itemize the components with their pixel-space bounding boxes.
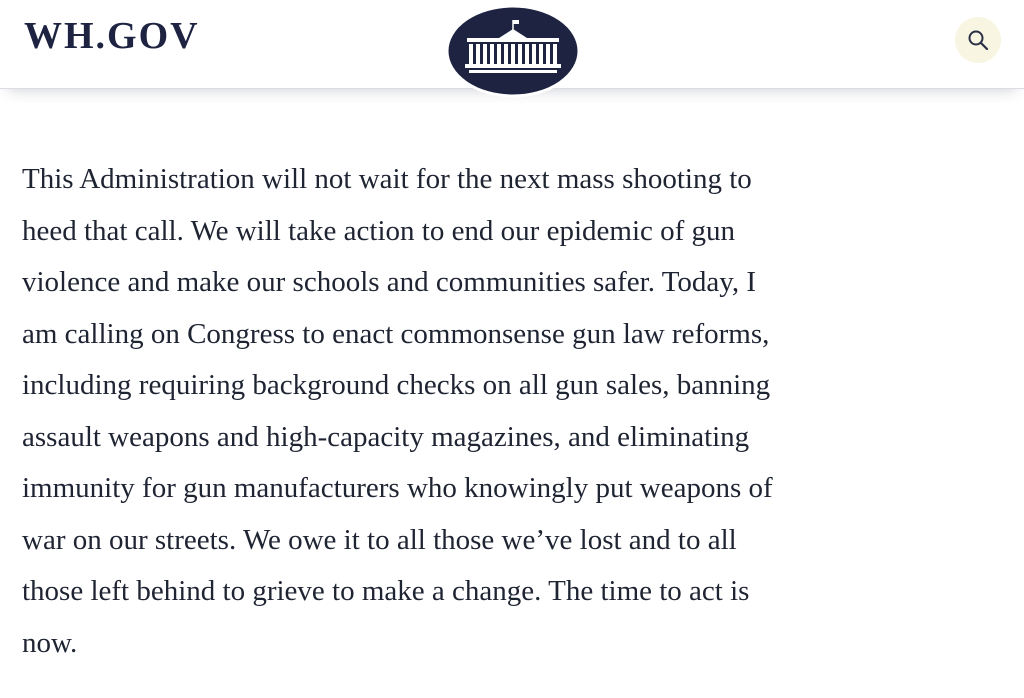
site-header bbox=[0, 0, 1024, 89]
article-line: violence and make our schools and communities safer. Today, I bbox=[22, 266, 757, 298]
site-name-link[interactable]: WH.GOV bbox=[24, 15, 200, 57]
article-line: those left behind to grieve to make a change. The time to act is bbox=[22, 575, 750, 607]
article-line: war on our streets. We owe it to all those we’ve lost and to all bbox=[22, 523, 737, 556]
article-line: heed that call. We will take action to end our epidemic of gun bbox=[22, 214, 736, 247]
search-icon bbox=[967, 29, 989, 51]
article-line: This Administration will not wait for the next mass shooting to bbox=[22, 163, 752, 195]
white-house-seal-icon[interactable] bbox=[443, 4, 583, 102]
search-button[interactable] bbox=[955, 17, 1001, 63]
article-line: assault weapons and high-capacity magazines, and eliminating bbox=[22, 420, 750, 453]
article-body bbox=[22, 154, 1012, 669]
article-line: am calling on Congress to enact commonsense gun law reforms, bbox=[22, 317, 770, 350]
article-line: now. bbox=[22, 626, 78, 659]
article-line: including requiring background checks on all gun sales, banning bbox=[22, 369, 771, 401]
article-line: immunity for gun manufacturers who knowingly put weapons of bbox=[22, 472, 773, 504]
